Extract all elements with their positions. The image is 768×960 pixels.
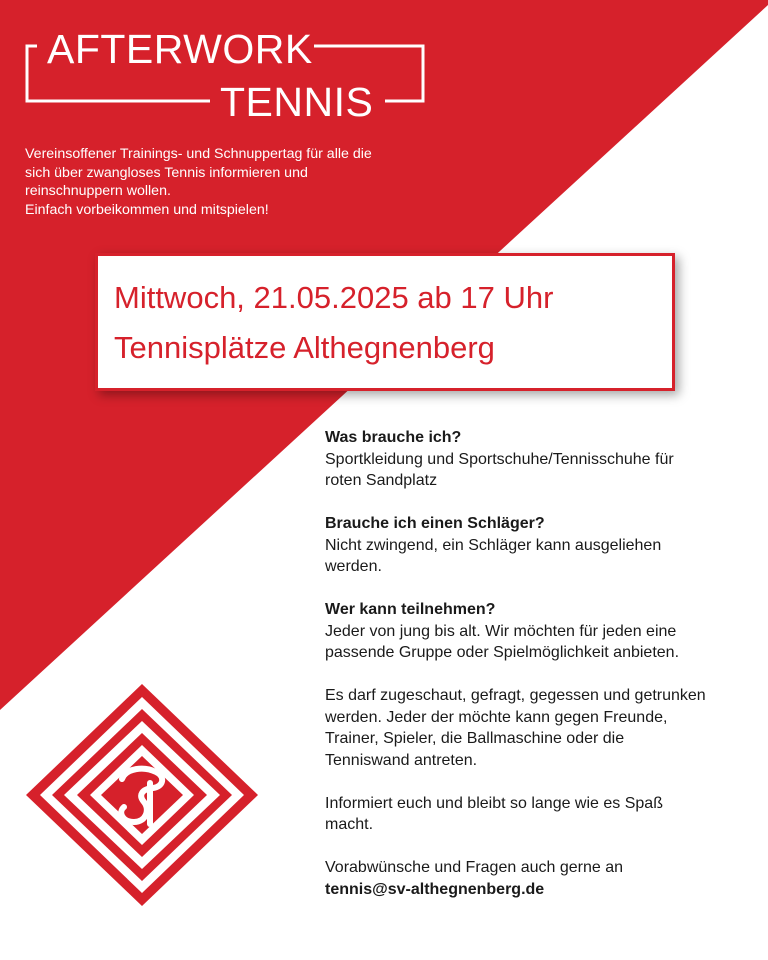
faq-answer: roten Sandplatz: [325, 472, 438, 489]
paragraph-line: Es darf zugeschaut, gefragt, gegessen und getrunken: [325, 687, 706, 704]
contact-email: tennis@sv-althegnenberg.de: [325, 880, 545, 898]
faq-paragraph-activities: [325, 685, 755, 771]
event-location: Tennisplätze Althegnenberg: [114, 330, 495, 365]
title-afterwork: AFTERWORK: [47, 26, 313, 72]
faq-answer: passende Gruppe oder Spielmöglichkeit anbieten.: [325, 644, 680, 661]
faq-answer: Sportkleidung und Sportschuhe/Tennisschuhe für: [325, 450, 674, 468]
event-date: Mittwoch, 21.05.2025 ab 17 Uhr: [114, 280, 554, 315]
intro-line: reinschnuppern wollen.: [25, 183, 171, 199]
paragraph-line: Trainer, Spieler, die Ballmaschine oder die: [325, 730, 625, 747]
faq-question: Brauche ich einen Schläger?: [325, 515, 545, 532]
paragraph-line: Vorabwünsche und Fragen auch gerne an: [325, 859, 623, 876]
faq-answer: Jeder von jung bis alt. Wir möchten für jeden eine: [325, 622, 677, 640]
faq-answer: Nicht zwingend, ein Schläger kann ausgeliehen: [325, 536, 662, 554]
faq-answer: werden.: [325, 558, 382, 575]
faq-paragraph-contact: [325, 857, 755, 900]
paragraph-line: macht.: [325, 816, 374, 833]
intro-line: sich über zwangloses Tennis informieren und: [25, 164, 308, 181]
intro-text: [25, 145, 445, 219]
faq-item-racket: [325, 513, 755, 578]
intro-line: Vereinsoffener Trainings- und Schnuppertag für alle die: [25, 146, 372, 162]
faq-item-participants: [325, 599, 755, 664]
faq-question: Wer kann teilnehmen?: [325, 601, 496, 618]
faq-question: Was brauche ich?: [325, 429, 462, 446]
club-logo-icon: [26, 684, 258, 906]
paragraph-line: werden. Jeder der möchte kann gegen Freunde,: [325, 708, 668, 726]
intro-line: Einfach vorbeikommen und mitspielen!: [25, 201, 269, 218]
faq-paragraph-stay: [325, 793, 755, 836]
event-info-box: [95, 253, 675, 391]
faq-section: [325, 427, 755, 900]
paragraph-line: Informiert euch und bleibt so lange wie es Spaß: [325, 794, 663, 812]
title-tennis: TENNIS: [220, 79, 374, 125]
paragraph-line: Tenniswand antreten.: [325, 751, 478, 769]
faq-item-equipment: [325, 427, 755, 492]
